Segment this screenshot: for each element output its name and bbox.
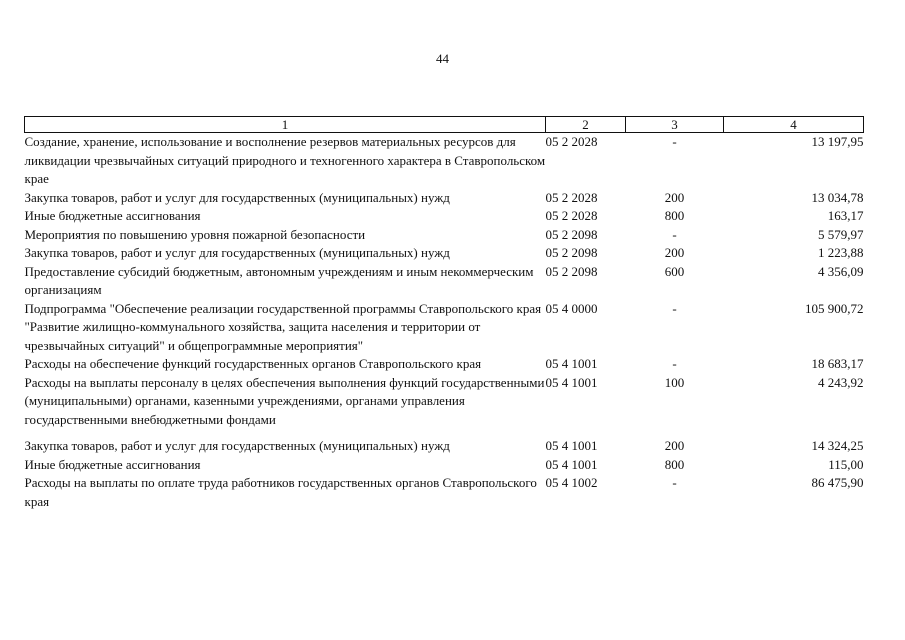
- table-row: [25, 263, 864, 300]
- row-code: 05 2 2098: [545, 226, 598, 242]
- row-name: Расходы на выплаты персоналу в целях обеспечения выполнения функций государственными (муниципальными) органами, казенными учреждениями, органами управления государственными внебюджетными фондами: [24, 374, 545, 427]
- row-type: 800: [664, 208, 685, 223]
- row-type: -: [672, 475, 677, 490]
- row-name: Предоставление субсидий бюджетным, автономным учреждениям и иным некоммерческим организациям: [24, 263, 534, 297]
- column-header-2: 2: [546, 117, 626, 133]
- row-code: 05 4 1001: [545, 456, 598, 472]
- column-header-4: 4: [724, 117, 864, 133]
- row-code: 05 4 1001: [545, 374, 598, 390]
- row-sum: 18 683,17: [811, 356, 864, 371]
- row-name: Создание, хранение, использование и восполнение резервов материальных ресурсов для ликвидации чрезвычайных ситуаций природного и техногенного характера в Ставропольском крае: [24, 134, 546, 186]
- row-code: 05 2 2098: [545, 245, 598, 260]
- row-type: -: [672, 356, 677, 371]
- table-row: [25, 456, 864, 475]
- table-row: [25, 355, 864, 374]
- row-code: 05 2 2028: [545, 208, 598, 223]
- row-code: 05 4 1001: [545, 438, 598, 453]
- row-name: Иные бюджетные ассигнования: [24, 208, 201, 223]
- row-code: 05 2 2028: [545, 189, 598, 205]
- row-type: -: [672, 300, 677, 316]
- table-row: [25, 374, 864, 430]
- row-sum: 13 197,95: [811, 134, 864, 149]
- row-name: Мероприятия по повышению уровня пожарной безопасности: [24, 226, 366, 242]
- row-sum: 4 356,09: [818, 263, 864, 279]
- row-name: Закупка товаров, работ и услуг для государственных (муниципальных) нужд: [24, 438, 450, 453]
- row-name: Подпрограмма "Обеспечение реализации государственной программы Ставропольского края "Развитие жилищно-коммунального хозяйства, защита населения и территории от чрезвычайных ситуаций" и общепрограммные мероприятия": [24, 300, 542, 353]
- row-name: Расходы на выплаты по оплате труда работников государственных органов Ставропольского края: [24, 475, 537, 509]
- row-sum: 86 475,90: [811, 475, 864, 490]
- row-code: 05 4 0000: [545, 300, 598, 316]
- row-type: 100: [664, 374, 685, 390]
- row-sum: 1 223,88: [818, 245, 864, 260]
- column-header-3: 3: [626, 117, 724, 133]
- row-type: 200: [664, 189, 685, 205]
- budget-table: [24, 116, 864, 511]
- row-type: 600: [664, 263, 685, 279]
- row-sum: 5 579,97: [818, 226, 864, 242]
- table-row: [25, 300, 864, 356]
- row-sum: 163,17: [827, 208, 864, 223]
- table-row: [25, 133, 864, 189]
- row-sum: 105 900,72: [805, 300, 864, 316]
- row-type: 800: [664, 456, 685, 472]
- table-row: [25, 207, 864, 226]
- row-name: Иные бюджетные ассигнования: [24, 456, 201, 472]
- table-header-row: [25, 117, 864, 133]
- row-name: Закупка товаров, работ и услуг для государственных (муниципальных) нужд: [24, 189, 450, 205]
- row-name: Закупка товаров, работ и услуг для государственных (муниципальных) нужд: [24, 245, 450, 260]
- page-number: 44: [436, 51, 449, 66]
- table-row: [25, 429, 864, 456]
- table-row: [25, 189, 864, 208]
- row-code: 05 4 1001: [545, 356, 598, 371]
- row-name: Расходы на обеспечение функций государственных органов Ставропольского края: [24, 356, 482, 371]
- row-type: 200: [664, 245, 685, 260]
- row-code: 05 2 2098: [545, 263, 598, 279]
- row-sum: 4 243,92: [818, 374, 864, 390]
- row-code: 05 4 1002: [545, 475, 598, 490]
- table-row: [25, 244, 864, 263]
- table-row: [25, 474, 864, 511]
- row-sum: 14 324,25: [811, 438, 864, 453]
- row-type: -: [672, 226, 677, 242]
- row-sum: 13 034,78: [811, 189, 864, 205]
- row-sum: 115,00: [828, 456, 864, 472]
- column-header-1: 1: [25, 117, 546, 133]
- table-row: [25, 226, 864, 245]
- row-type: -: [672, 134, 677, 149]
- row-code: 05 2 2028: [545, 134, 598, 149]
- row-type: 200: [664, 438, 685, 453]
